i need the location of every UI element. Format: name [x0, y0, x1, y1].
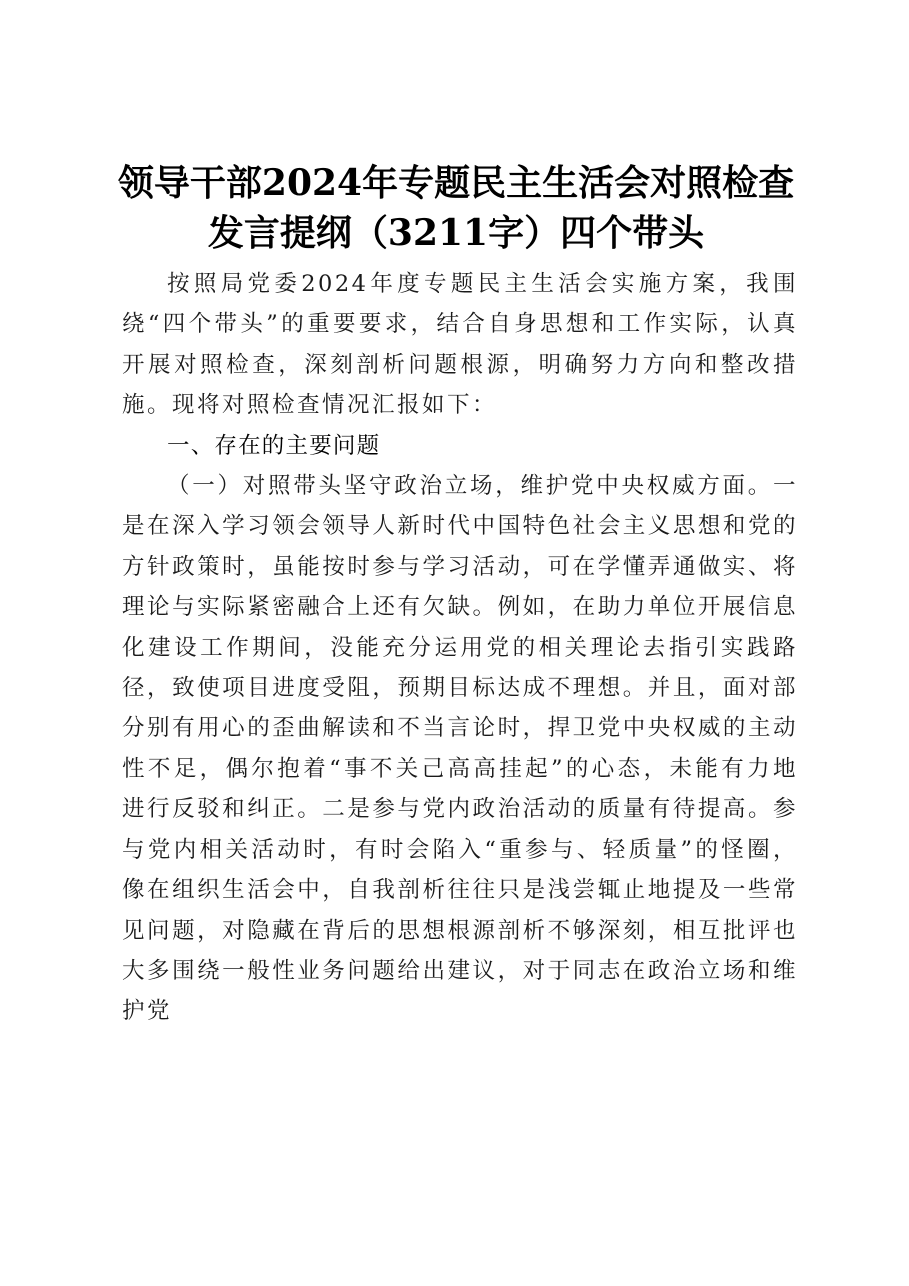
document-body: [122, 264, 798, 1032]
body-paragraph: （一）对照带头坚守政治立场，维护党中央权威方面。一是在深入学习领会领导人新时代中国特色社会主义思想和党的方针政策时，虽能按时参与学习活动，可在学懂弄通做实、将理论与实际紧密融合上还有欠缺。例如，在助力单位开展信息化建设工作期间，没能充分运用党的相关理论去指引实践路径，致使项目进度受阻，预期目标达成不理想。并且，面对部分别有用心的歪曲解读和不当言论时，捍卫党中央权威的主动性不足，偶尔抱着“事不关己高高挂起”的心态，未能有力地进行反驳和纠正。二是参与党内政治活动的质量有待提高。参与党内相关活动时，有时会陷入“重参与、轻质量”的怪圈，像在组织生活会中，自我剖析往往只是浅尝辄止地提及一些常见问题，对隐藏在背后的思想根源剖析不够深刻，相互批评也大多围绕一般性业务问题给出建议，对于同志在政治立场和维护党: [122, 473, 798, 1025]
document-title: 领导干部2024年专题民主生活会对照检查发言提纲（3211字）四个带头: [117, 162, 795, 254]
intro-paragraph: 按照局党委2024年度专题民主生活会实施方案，我围绕“四个带头”的重要要求，结合自身思想和工作实际，认真开展对照检查，深刻剖析问题根源，明确努力方向和整改措施。现将对照检查情况汇报如下：: [122, 271, 798, 419]
section-heading: 一、存在的主要问题: [167, 432, 381, 459]
